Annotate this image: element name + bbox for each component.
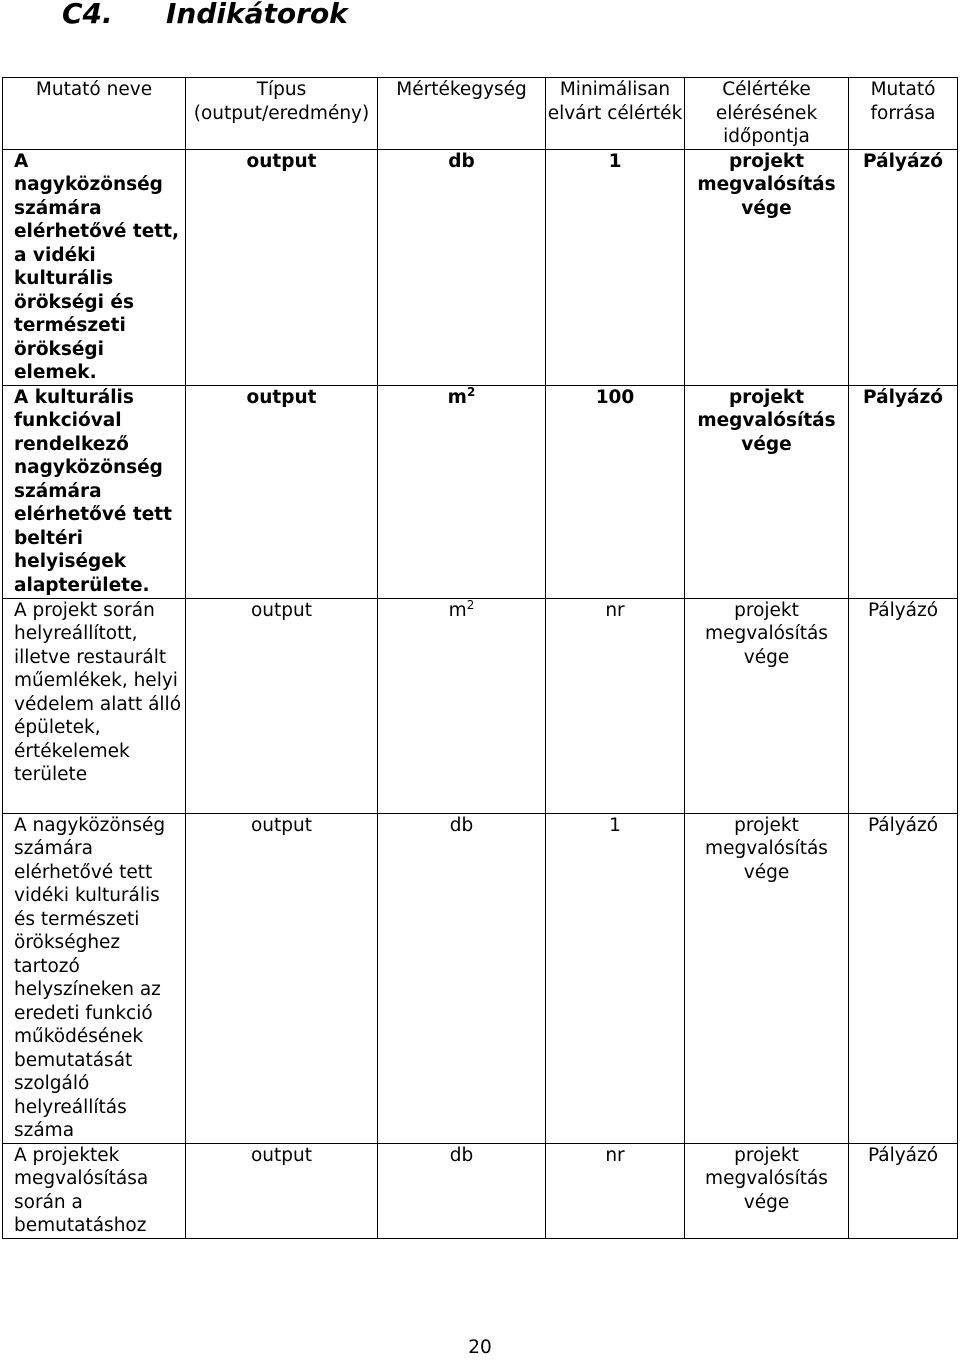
unit-text: m — [448, 599, 467, 621]
header-indicator-name: Mutató neve — [3, 78, 186, 150]
type-cell: output — [186, 598, 378, 813]
min-target-cell: nr — [546, 598, 685, 813]
min-target-cell: nr — [546, 1143, 685, 1238]
indicator-name-cell: A kulturális funkcióval rendelkező nagyközönség számára elérhetővé tett beltéri helyiségek alapterülete. — [3, 385, 186, 598]
unit-text: m — [447, 386, 467, 408]
header-unit: Mértékegység — [378, 78, 546, 150]
source-cell: Pályázó — [849, 813, 958, 1143]
min-target-cell: 1 — [546, 149, 685, 385]
type-cell: output — [186, 385, 378, 598]
type-cell: output — [186, 813, 378, 1143]
target-date-cell: projekt megvalósítás vége — [685, 598, 849, 813]
page-number: 20 — [468, 1337, 492, 1358]
header-type: Típus (output/eredmény) — [186, 78, 378, 150]
table-row — [3, 149, 958, 385]
header-target-date: Célértéke elérésének időpontja — [685, 78, 849, 150]
source-cell: Pályázó — [849, 1143, 958, 1238]
header-min-target: Minimálisan elvárt célérték — [546, 78, 685, 150]
section-heading — [62, 0, 348, 34]
table-row — [3, 385, 958, 598]
section-title: Indikátorok — [166, 0, 348, 30]
target-date-cell: projekt megvalósítás vége — [685, 385, 849, 598]
min-target-cell: 100 — [546, 385, 685, 598]
target-date-cell: projekt megvalósítás vége — [685, 1143, 849, 1238]
unit-text: db — [449, 1144, 474, 1166]
indicator-name-cell: A projektek megvalósítása során a bemutatáshoz — [3, 1143, 186, 1238]
unit-superscript: 2 — [466, 384, 476, 399]
indicator-name-cell: A nagyközönség számára elérhetővé tett vidéki kulturális és természeti örökséghez tartozó helyszíneken az eredeti funkció működésének bemutatását szolgáló helyreállítás száma — [3, 813, 186, 1143]
table-row — [3, 1143, 958, 1238]
target-date-cell: projekt megvalósítás vége — [685, 149, 849, 385]
section-number: C4. — [62, 0, 113, 30]
source-cell: Pályázó — [849, 149, 958, 385]
indicator-name-cell: A projekt során helyreállított, illetve restaurált műemlékek, helyi védelem alatt álló épületek, értékelemek területe — [3, 598, 186, 813]
unit-text: db — [449, 814, 474, 836]
table-header-row — [3, 78, 958, 150]
table-row — [3, 598, 958, 813]
indicator-table — [2, 77, 958, 1239]
indicator-name-cell: A nagyközönség számára elérhetővé tett, a vidéki kulturális örökségi és természeti örökségi elemek. — [3, 149, 186, 385]
unit-cell — [378, 149, 546, 385]
unit-cell — [378, 813, 546, 1143]
header-source: Mutató forrása — [849, 78, 958, 150]
source-cell: Pályázó — [849, 598, 958, 813]
target-date-cell: projekt megvalósítás vége — [685, 813, 849, 1143]
unit-cell — [378, 598, 546, 813]
type-cell: output — [186, 149, 378, 385]
unit-superscript: 2 — [466, 597, 475, 612]
table-row — [3, 813, 958, 1143]
unit-cell — [378, 385, 546, 598]
source-cell: Pályázó — [849, 385, 958, 598]
min-target-cell: 1 — [546, 813, 685, 1143]
type-cell: output — [186, 1143, 378, 1238]
unit-cell — [378, 1143, 546, 1238]
unit-text: db — [448, 150, 475, 172]
